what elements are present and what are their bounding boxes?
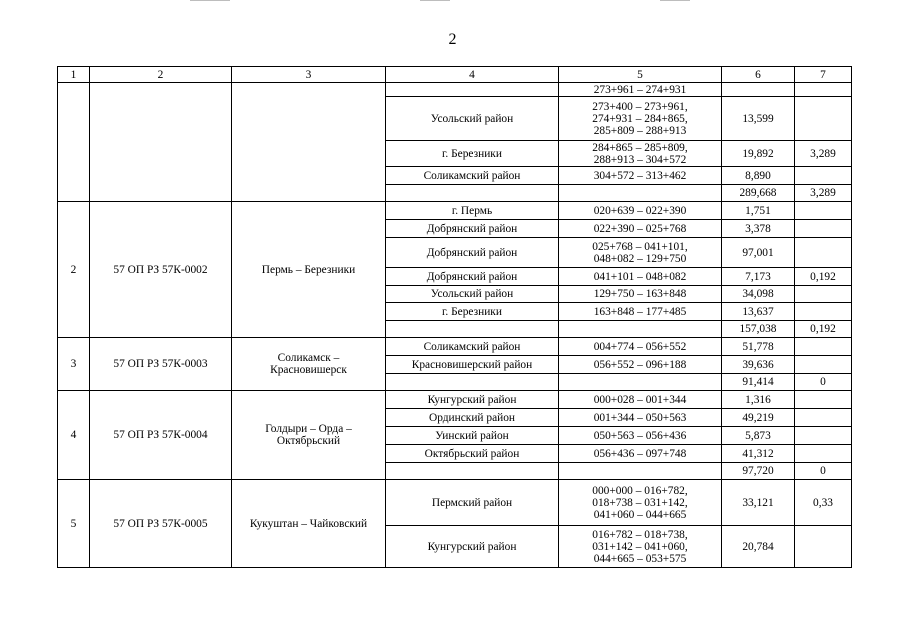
- district-cell: г. Березники: [386, 141, 559, 167]
- extra-length-cell: [795, 220, 852, 238]
- segment-cell: 056+436 – 097+748: [559, 445, 722, 463]
- segment-cell: [559, 463, 722, 480]
- district-cell: [386, 185, 559, 202]
- length-cell: 97,720: [722, 463, 795, 480]
- extra-length-cell: [795, 97, 852, 141]
- column-header: 7: [795, 67, 852, 83]
- segment-cell: 163+848 – 177+485: [559, 303, 722, 321]
- length-cell: 13,637: [722, 303, 795, 321]
- extra-length-cell: [795, 445, 852, 463]
- segment-cell: 020+639 – 022+390: [559, 202, 722, 220]
- segment-cell: 273+400 – 273+961, 274+931 – 284+865, 285+809 – 288+913: [559, 97, 722, 141]
- segment-cell: 001+344 – 050+563: [559, 409, 722, 427]
- table-row: [58, 338, 852, 356]
- length-cell: 289,668: [722, 185, 795, 202]
- road-number-cell: 5: [58, 480, 90, 568]
- district-cell: Пермский район: [386, 480, 559, 526]
- district-cell: [386, 321, 559, 338]
- segment-cell: 284+865 – 285+809, 288+913 – 304+572: [559, 141, 722, 167]
- length-cell: 91,414: [722, 374, 795, 391]
- extra-length-cell: [795, 409, 852, 427]
- extra-length-cell: [795, 83, 852, 97]
- district-cell: [386, 463, 559, 480]
- segment-cell: 025+768 – 041+101, 048+082 – 129+750: [559, 238, 722, 268]
- segment-cell: 129+750 – 163+848: [559, 286, 722, 303]
- length-cell: [722, 83, 795, 97]
- road-code-cell: 57 ОП РЗ 57К-0003: [90, 338, 232, 391]
- header-row: [58, 67, 852, 83]
- segment-cell: [559, 185, 722, 202]
- extra-length-cell: [795, 391, 852, 409]
- segment-cell: 000+000 – 016+782, 018+738 – 031+142, 041+060 – 044+665: [559, 480, 722, 526]
- road-code-cell: 57 ОП РЗ 57К-0005: [90, 480, 232, 568]
- length-cell: 1,316: [722, 391, 795, 409]
- table-body: [58, 67, 852, 568]
- length-cell: 13,599: [722, 97, 795, 141]
- district-cell: [386, 83, 559, 97]
- district-cell: Ординский район: [386, 409, 559, 427]
- road-number-cell: 2: [58, 202, 90, 338]
- road-code-cell: 57 ОП РЗ 57К-0004: [90, 391, 232, 480]
- road-code-cell: [90, 83, 232, 202]
- roads-table: [57, 66, 852, 568]
- road-name-cell: Пермь – Березники: [232, 202, 386, 338]
- extra-length-cell: [795, 303, 852, 321]
- road-code-cell: 57 ОП РЗ 57К-0002: [90, 202, 232, 338]
- district-cell: Усольский район: [386, 97, 559, 141]
- length-cell: 1,751: [722, 202, 795, 220]
- length-cell: 39,636: [722, 356, 795, 374]
- district-cell: Кунгурский район: [386, 391, 559, 409]
- segment-cell: 004+774 – 056+552: [559, 338, 722, 356]
- top-edge-mark: [190, 0, 230, 1]
- district-cell: г. Пермь: [386, 202, 559, 220]
- road-name-cell: Соликамск – Красновишерск: [232, 338, 386, 391]
- district-cell: Соликамский район: [386, 338, 559, 356]
- table-row: [58, 202, 852, 220]
- segment-cell: 056+552 – 096+188: [559, 356, 722, 374]
- road-number-cell: [58, 83, 90, 202]
- segment-cell: 273+961 – 274+931: [559, 83, 722, 97]
- table-row: [58, 391, 852, 409]
- extra-length-cell: 0,192: [795, 268, 852, 286]
- segment-cell: 016+782 – 018+738, 031+142 – 041+060, 044+665 – 053+575: [559, 526, 722, 568]
- table-row: [58, 83, 852, 97]
- extra-length-cell: 3,289: [795, 141, 852, 167]
- extra-length-cell: 0,33: [795, 480, 852, 526]
- road-name-cell: Голдыри – Орда – Октябрьский: [232, 391, 386, 480]
- district-cell: Кунгурский район: [386, 526, 559, 568]
- district-cell: [386, 374, 559, 391]
- district-cell: Красновишерский район: [386, 356, 559, 374]
- segment-cell: 022+390 – 025+768: [559, 220, 722, 238]
- extra-length-cell: 0: [795, 463, 852, 480]
- district-cell: Уинский район: [386, 427, 559, 445]
- segment-cell: 304+572 – 313+462: [559, 167, 722, 185]
- column-header: 1: [58, 67, 90, 83]
- extra-length-cell: [795, 427, 852, 445]
- segment-cell: [559, 321, 722, 338]
- district-cell: Добрянский район: [386, 220, 559, 238]
- length-cell: 49,219: [722, 409, 795, 427]
- extra-length-cell: [795, 238, 852, 268]
- road-name-cell: Кукуштан – Чайковский: [232, 480, 386, 568]
- extra-length-cell: 0: [795, 374, 852, 391]
- district-cell: Усольский район: [386, 286, 559, 303]
- column-header: 2: [90, 67, 232, 83]
- segment-cell: 041+101 – 048+082: [559, 268, 722, 286]
- length-cell: 97,001: [722, 238, 795, 268]
- column-header: 3: [232, 67, 386, 83]
- table-row: [58, 480, 852, 526]
- district-cell: Добрянский район: [386, 238, 559, 268]
- road-number-cell: 3: [58, 338, 90, 391]
- length-cell: 8,890: [722, 167, 795, 185]
- segment-cell: [559, 374, 722, 391]
- district-cell: г. Березники: [386, 303, 559, 321]
- page-number: 2: [448, 31, 457, 48]
- length-cell: 20,784: [722, 526, 795, 568]
- district-cell: Соликамский район: [386, 167, 559, 185]
- length-cell: 41,312: [722, 445, 795, 463]
- length-cell: 51,778: [722, 338, 795, 356]
- district-cell: Добрянский район: [386, 268, 559, 286]
- extra-length-cell: [795, 167, 852, 185]
- segment-cell: 050+563 – 056+436: [559, 427, 722, 445]
- column-header: 5: [559, 67, 722, 83]
- length-cell: 7,173: [722, 268, 795, 286]
- length-cell: 19,892: [722, 141, 795, 167]
- district-cell: Октябрьский район: [386, 445, 559, 463]
- length-cell: 34,098: [722, 286, 795, 303]
- road-number-cell: 4: [58, 391, 90, 480]
- top-edge-mark: [660, 0, 690, 1]
- extra-length-cell: 0,192: [795, 321, 852, 338]
- length-cell: 5,873: [722, 427, 795, 445]
- segment-cell: 000+028 – 001+344: [559, 391, 722, 409]
- extra-length-cell: [795, 526, 852, 568]
- column-header: 4: [386, 67, 559, 83]
- length-cell: 33,121: [722, 480, 795, 526]
- extra-length-cell: [795, 286, 852, 303]
- extra-length-cell: [795, 356, 852, 374]
- extra-length-cell: [795, 202, 852, 220]
- length-cell: 3,378: [722, 220, 795, 238]
- extra-length-cell: [795, 338, 852, 356]
- extra-length-cell: 3,289: [795, 185, 852, 202]
- length-cell: 157,038: [722, 321, 795, 338]
- top-edge-mark: [420, 0, 450, 1]
- column-header: 6: [722, 67, 795, 83]
- road-name-cell: [232, 83, 386, 202]
